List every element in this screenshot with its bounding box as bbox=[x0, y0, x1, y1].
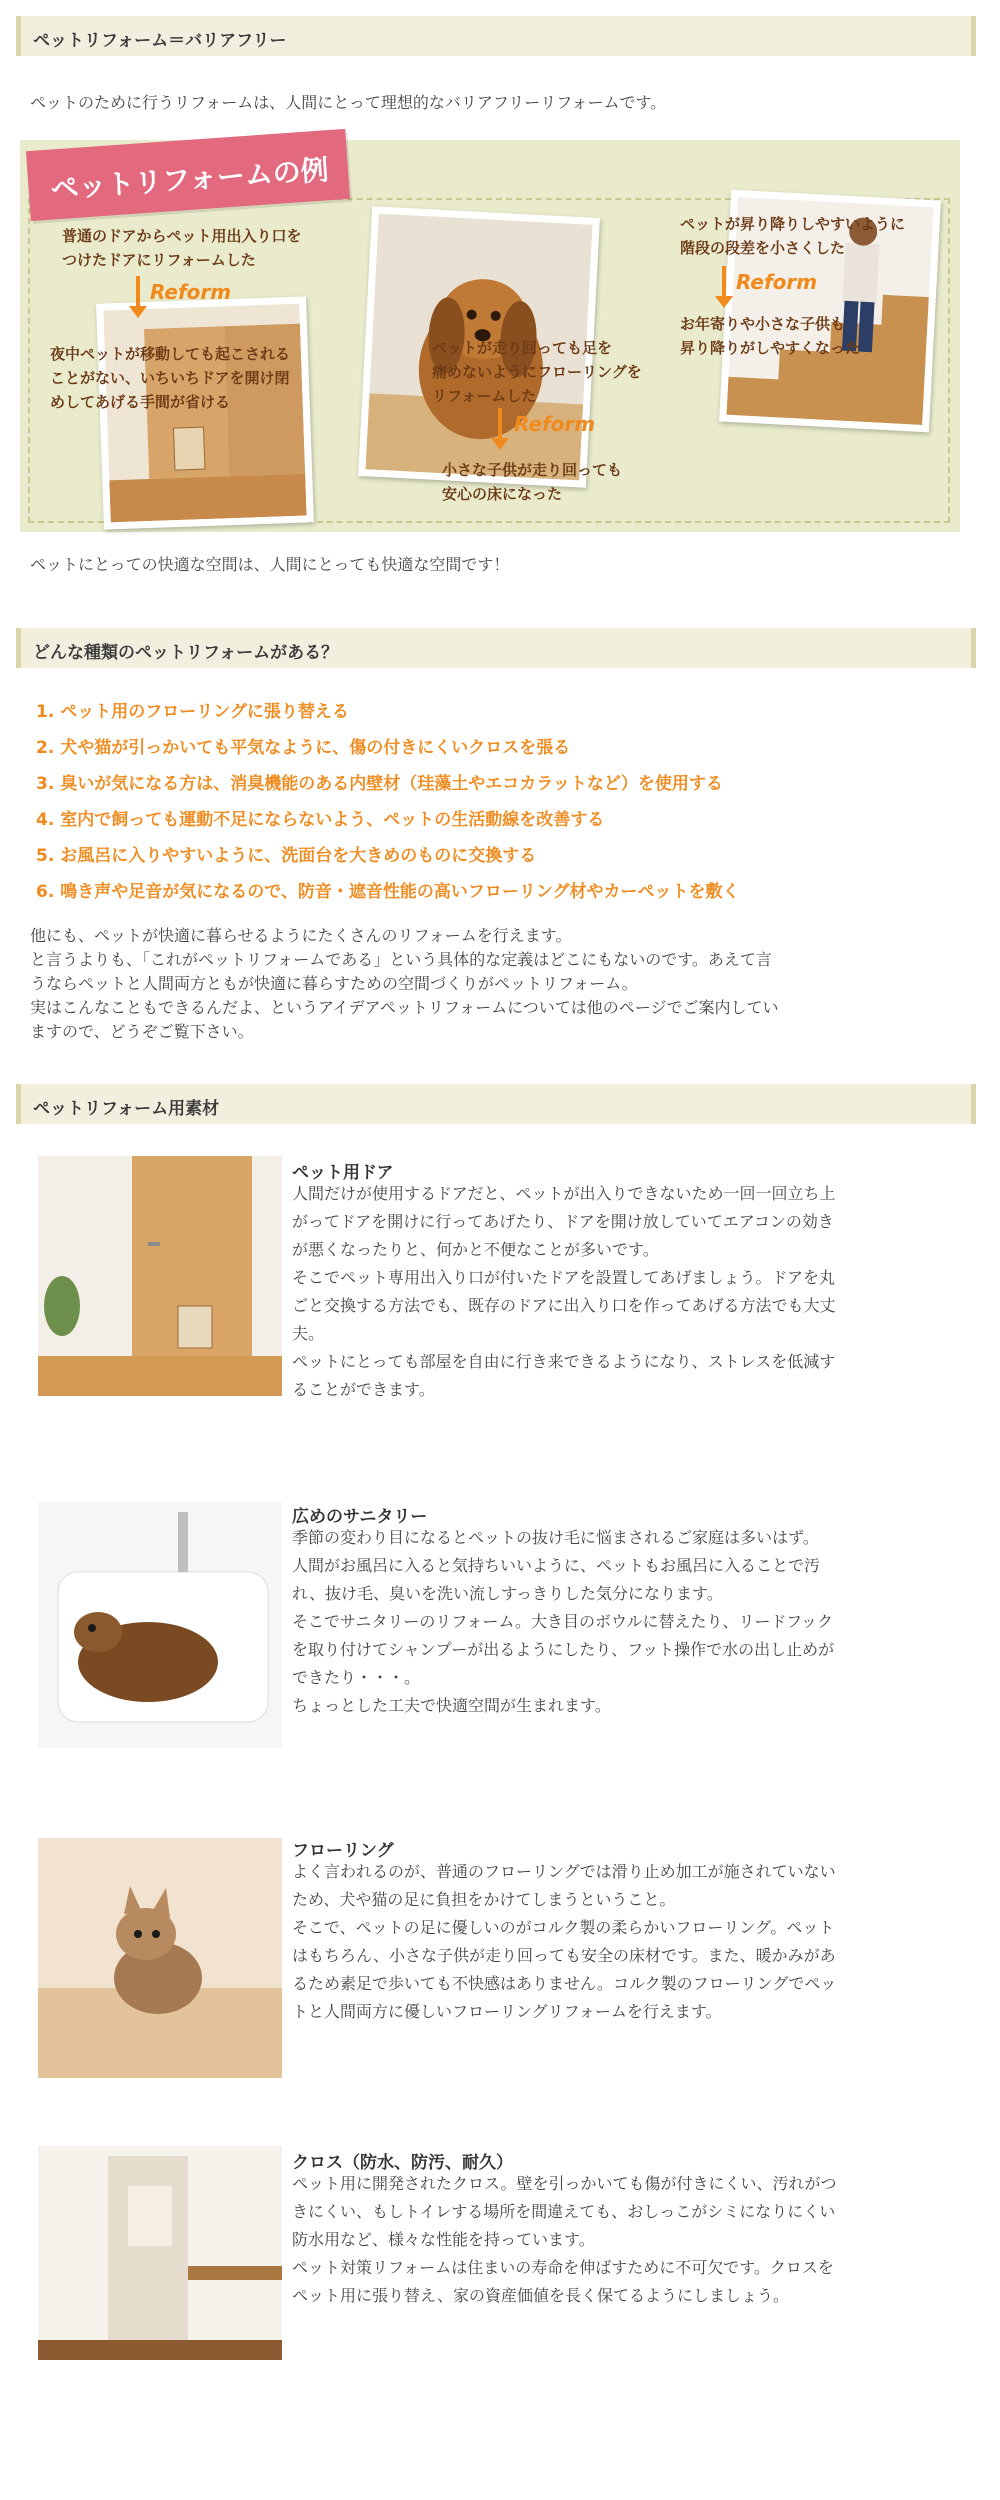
material-title: 広めのサニタリー bbox=[292, 1507, 428, 1527]
caption-line: めしてあげる手間が省ける bbox=[50, 393, 231, 411]
caption1-after bbox=[50, 342, 290, 414]
description-line: れ、抜け毛、臭いを洗い流しすっきりした気分になります。 bbox=[292, 1584, 723, 1603]
reform-example-banner bbox=[20, 140, 960, 532]
material-title: ペット用ドア bbox=[292, 1163, 394, 1183]
description-line: そこでペット専用出入り口が付いたドアを設置してあげましょう。ドアを丸 bbox=[292, 1268, 836, 1287]
description-line: きにくい、もしトイレする場所を間違えても、おしっこがシミになりにくい bbox=[292, 2202, 836, 2221]
caption-line: ことがない、いちいちドアを開け閉 bbox=[50, 369, 290, 387]
list-item: 3. 臭いが気になる方は、消臭機能のある内壁材（珪藻土やエコカラットなど）を使用する bbox=[36, 774, 723, 794]
reform-label: Reform bbox=[514, 412, 596, 436]
caption-line: 安心の床になった bbox=[442, 485, 563, 503]
description-line: ペット対策リフォームは住まいの寿命を伸ばすために不可欠です。クロスを bbox=[292, 2258, 834, 2277]
description-line: 季節の変わり目になるとペットの抜け毛に悩まされるご家庭は多いはず。 bbox=[292, 1528, 819, 1547]
reform-arrow-icon bbox=[722, 266, 726, 300]
paragraph-line: と言うよりも、「これがペットリフォームである」という具体的な定義はどこにもないのです。あえて言 bbox=[30, 950, 772, 969]
caption-line: 痛めないようにフローリングを bbox=[432, 363, 642, 381]
caption1-before bbox=[62, 224, 302, 272]
section-heading-materials bbox=[16, 1084, 976, 1124]
list-item: 4. 室内で飼っても運動不足にならないよう、ペットの生活動線を改善する bbox=[36, 810, 605, 830]
description-line: がってドアを開けに行ってあげたり、ドアを開け放していてエアコンの効き bbox=[292, 1212, 834, 1231]
caption-line: 普通のドアからペット用出入り口を bbox=[62, 227, 302, 245]
section-heading-text: ペットリフォーム＝バリアフリー bbox=[33, 31, 287, 51]
description-line: ため、犬や猫の足に負担をかけてしまうということ。 bbox=[292, 1890, 676, 1909]
reform-arrow-icon bbox=[136, 276, 140, 310]
list-item: 5. お風呂に入りやすいように、洗面台を大きめのものに交換する bbox=[36, 846, 537, 866]
caption-line: 階段の段差を小さくした bbox=[680, 239, 846, 257]
reform-label: Reform bbox=[150, 280, 232, 304]
description-line: ることができます。 bbox=[292, 1380, 435, 1399]
section-heading-text: どんな種類のペットリフォームがある？ bbox=[33, 643, 339, 663]
flooring-material-image bbox=[38, 1838, 282, 2078]
closing-text: ペットにとっての快適な空間は、人間にとっても快適な空間です！ bbox=[30, 555, 510, 574]
description-line: そこでサニタリーのリフォーム。大き目のボウルに替えたり、リードフック bbox=[292, 1612, 833, 1631]
description-line: できたり・・・。 bbox=[292, 1668, 421, 1687]
description-line: 防水用など、様々な性能を持っています。 bbox=[292, 2230, 595, 2249]
description-line: ペット用に開発されたクロス。壁を引っかいても傷が付きにくい、汚れがつ bbox=[292, 2174, 837, 2193]
intro-text: ペットのために行うリフォームは、人間にとって理想的なバリアフリーリフォームです。 bbox=[30, 93, 667, 112]
material-description bbox=[292, 1180, 962, 1404]
caption-line: 昇り降りがしやすくなった bbox=[680, 339, 861, 357]
description-line: ちょっとした工夫で快適空間が生まれます。 bbox=[292, 1696, 611, 1715]
caption-line: 夜中ペットが移動しても起こされる bbox=[50, 345, 291, 363]
reform-type-list bbox=[36, 694, 966, 910]
list-item: 1. ペット用のフローリングに張り替える bbox=[36, 702, 349, 722]
caption-line: 小さな子供が走り回っても bbox=[442, 461, 623, 479]
banner-tag-text: ペットリフォームの例 bbox=[49, 153, 330, 206]
description-line: るため素足で歩いても不快感はありません。コルク製のフローリングでペッ bbox=[292, 1974, 837, 1993]
material-title: フローリング bbox=[292, 1841, 394, 1861]
description-line: そこで、ペットの足に優しいのがコルク製の柔らかいフローリング。ペット bbox=[292, 1918, 835, 1937]
material-description bbox=[292, 1858, 962, 2026]
description-line: 人間だけが使用するドアだと、ペットが出入りできないため一回一回立ち上 bbox=[292, 1184, 836, 1203]
description-line: よく言われるのが、普通のフローリングでは滑り止め加工が施されていない bbox=[292, 1862, 836, 1881]
caption-line: リフォームした bbox=[432, 387, 537, 405]
caption-line: ペットが昇り降りしやすいように bbox=[680, 215, 906, 233]
caption2-before bbox=[432, 336, 642, 408]
reform-arrow-icon bbox=[498, 408, 502, 442]
cloth-material-image bbox=[38, 2146, 282, 2360]
description-line: を取り付けてシャンプーが出るようにしたり、フット操作で水の出し止めが bbox=[292, 1640, 835, 1659]
description-line: トと人間両方に優しいフローリングリフォームを行えます。 bbox=[292, 2002, 722, 2021]
section-heading-text: ペットリフォーム用素材 bbox=[33, 1099, 220, 1119]
material-description bbox=[292, 2170, 962, 2310]
caption3-before bbox=[680, 212, 905, 260]
section-heading-reform-types bbox=[16, 628, 976, 668]
caption-line: つけたドアにリフォームした bbox=[62, 251, 256, 269]
paragraph-line: 実はこんなこともできるんだよ、というアイデアペットリフォームについては他のページでご案内してい bbox=[30, 998, 779, 1017]
description-line: ペット用に張り替え、家の資産価値を長く保てるようにしましょう。 bbox=[292, 2286, 789, 2305]
caption3-after bbox=[680, 312, 860, 360]
description-line: 人間がお風呂に入ると気持ちいいように、ペットもお風呂に入ることで汚 bbox=[292, 1556, 821, 1575]
list-item: 2. 犬や猫が引っかいても平気なように、傷の付きにくいクロスを張る bbox=[36, 738, 571, 758]
description-line: 夫。 bbox=[292, 1324, 325, 1343]
caption2-after bbox=[442, 458, 622, 506]
description-line: ごと交換する方法でも、既存のドアに出入り口を作ってあげる方法でも大丈 bbox=[292, 1296, 836, 1315]
sanitary-material-image bbox=[38, 1502, 282, 1748]
pet-door-material-image bbox=[38, 1156, 282, 1396]
description-line: が悪くなったりと、何かと不便なことが多いです。 bbox=[292, 1240, 659, 1259]
caption-line: ペットが走り回っても足を bbox=[432, 339, 613, 357]
description-line: はもちろん、小さな子供が走り回っても安全の床材です。また、暖かみがあ bbox=[292, 1946, 836, 1965]
reform-types-paragraph bbox=[30, 924, 960, 1044]
description-line: ペットにとっても部屋を自由に行き来できるようになり、ストレスを低減す bbox=[292, 1352, 836, 1371]
caption-line: お年寄りや小さな子供も bbox=[680, 315, 846, 333]
list-item: 6. 鳴き声や足音が気になるので、防音・遮音性能の高いフローリング材やカーペットを敷く bbox=[36, 882, 740, 902]
paragraph-line: 他にも、ペットが快適に暮らせるようにたくさんのリフォームを行えます。 bbox=[30, 926, 572, 945]
paragraph-line: ますので、どうぞご覧下さい。 bbox=[30, 1022, 254, 1041]
material-description bbox=[292, 1524, 962, 1720]
paragraph-line: うならペットと人間両方ともが快適に暮らすための空間づくりがペットリフォーム。 bbox=[30, 974, 638, 993]
reform-label: Reform bbox=[736, 270, 818, 294]
section-heading-barrier-free bbox=[16, 16, 976, 56]
material-title: クロス（防水、防汚、耐久） bbox=[292, 2153, 513, 2173]
